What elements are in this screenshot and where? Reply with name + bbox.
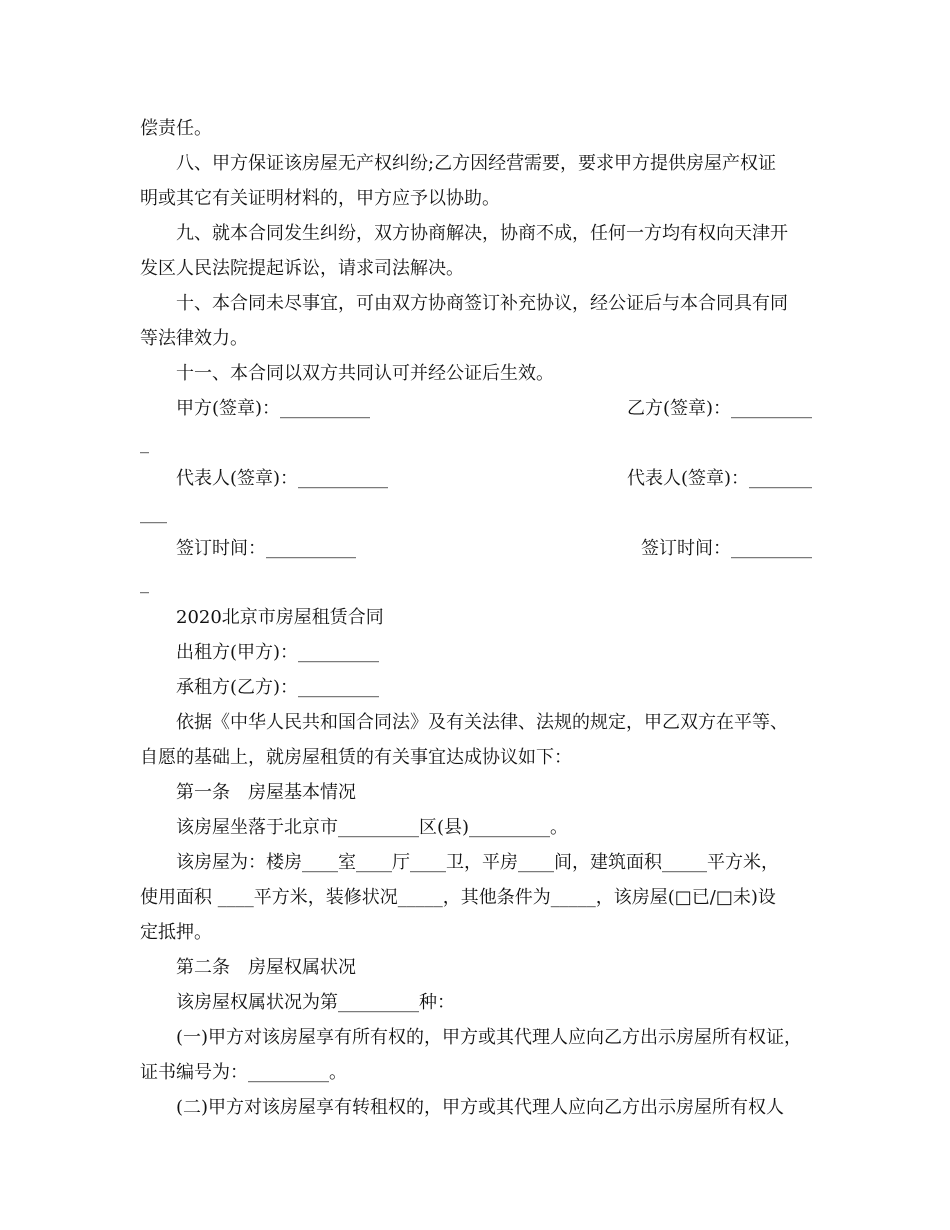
article-1-description-line-3: 定抵押。 [140,922,212,943]
article-1-location: 该房屋坐落于北京市_________区(县)_________。 [176,817,569,838]
text-line: 偿责任。 [140,118,212,139]
article-2-status: 该房屋权属状况为第_________种： [176,992,455,1013]
party-b-signature: 乙方(签章)：_________ [626,398,812,419]
clause-9-line-2: 发区人民法院提起诉讼，请求司法解决。 [140,258,464,279]
article-2-item-2-line-1: (二)甲方对该房屋享有转租权的，甲方或其代理人应向乙方出示房屋所有权人 [176,1097,785,1118]
signing-date-a: 签订时间：__________ [176,538,356,559]
preamble-line-2: 自愿的基础上，就房屋租赁的有关事宜达成协议如下： [140,747,572,768]
lessee-line: 承租方(乙方)：_________ [176,677,380,698]
representative-b-signature-wrap: ___ [140,503,167,524]
article-1-description-line-2: 使用面积 ____平方米，装修状况_____，其他条件为_____，该房屋(□已/□未)设 [140,887,776,908]
clause-8-line-2: 明或其它有关证明材料的，甲方应予以协助。 [140,188,500,209]
representative-a-signature: 代表人(签章)：__________ [176,468,389,489]
party-b-signature-wrap: _ [140,433,149,454]
clause-10-line-2: 等法律效力。 [140,328,248,349]
contract-title: 2020北京市房屋租赁合同 [176,607,384,628]
representative-b-signature: 代表人(签章)：_______ [626,468,812,489]
article-2-item-1-line-1: (一)甲方对该房屋享有所有权的，甲方或其代理人应向乙方出示房屋所有权证， [176,1027,803,1048]
article-1-description-line-1: 该房屋为：楼房____室____厅____卫，平房____间，建筑面积_____平方米， [176,852,779,873]
party-a-signature: 甲方(签章)：__________ [176,398,371,419]
clause-9-line-1: 九、就本合同发生纠纷，双方协商解决，协商不成，任何一方均有权向天津开 [176,223,788,244]
lessor-line: 出租方(甲方)：_________ [176,642,380,663]
clause-11: 十一、本合同以双方共同认可并经公证后生效。 [176,363,554,384]
article-2-item-1-line-2: 证书编号为：_________。 [140,1062,347,1083]
article-2-heading: 第二条 房屋权属状况 [176,957,356,978]
signing-date-b-wrap: _ [140,573,149,594]
preamble-line-1: 依据《中华人民共和国合同法》及有关法律、法规的规定，甲乙双方在平等、 [176,712,788,733]
signing-date-b: 签订时间：_________ [641,538,812,559]
clause-10-line-1: 十、本合同未尽事宜，可由双方协商签订补充协议，经公证后与本合同具有同 [176,293,788,314]
article-1-heading: 第一条 房屋基本情况 [176,782,356,803]
clause-8-line-1: 八、甲方保证该房屋无产权纠纷;乙方因经营需要，要求甲方提供房屋产权证 [176,153,777,174]
